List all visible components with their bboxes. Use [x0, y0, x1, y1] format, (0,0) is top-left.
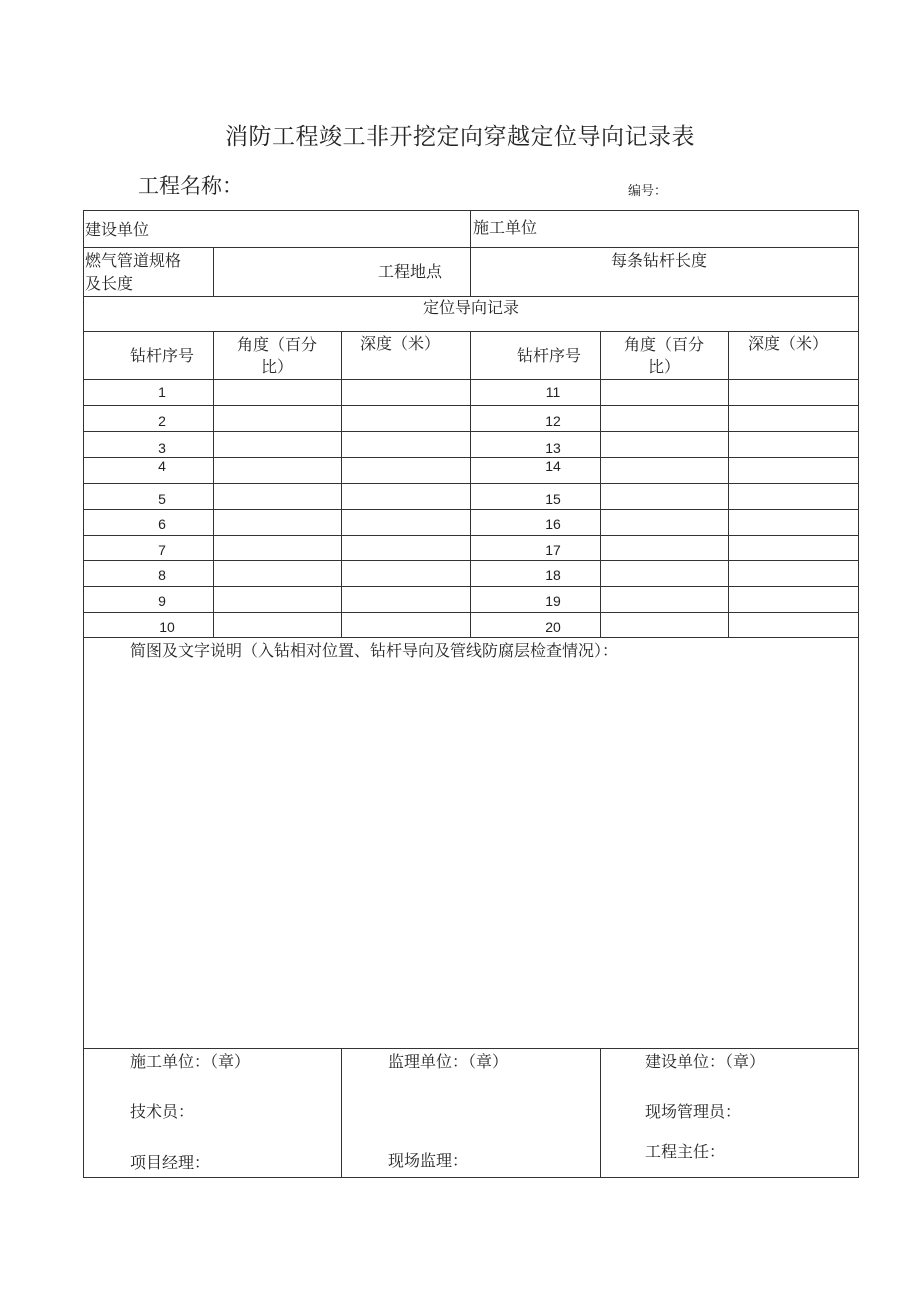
- project-name-label: 工程名称：: [138, 174, 243, 198]
- row-number-left: 10: [159, 619, 175, 635]
- row-number-right: 20: [545, 619, 561, 635]
- col-rod-no-right: 钻杆序号: [517, 346, 582, 365]
- row-number-left: 3: [158, 440, 166, 456]
- col-angle-right-line1: 角度（百分: [623, 335, 704, 354]
- project-manager-label: 项目经理：: [130, 1153, 211, 1172]
- row-number-right: 18: [545, 567, 561, 583]
- row-number-right: 12: [545, 413, 561, 429]
- builder-unit-label: 施工单位: [473, 218, 538, 237]
- row-number-left: 2: [158, 413, 166, 429]
- site-manager-label: 现场管理员：: [645, 1102, 742, 1121]
- supervisor-signature-label: 监理单位：（章）: [388, 1052, 509, 1071]
- col-angle-left-line2: 比）: [260, 357, 293, 376]
- site-supervisor-label: 现场监理：: [388, 1151, 469, 1170]
- section-title: 定位导向记录: [422, 298, 519, 317]
- construction-unit-label: 建设单位: [85, 220, 150, 239]
- col-angle-left-line1: 角度（百分: [236, 335, 317, 354]
- row-number-right: 15: [545, 491, 561, 507]
- page-title: 消防工程竣工非开挖定向穿越定位导向记录表: [225, 124, 695, 150]
- location-label: 工程地点: [378, 262, 443, 281]
- builder-signature-label: 施工单位：（章）: [130, 1052, 251, 1071]
- row-number-left: 1: [158, 384, 166, 400]
- sketch-description-label: 简图及文字说明（入钻相对位置、钻杆导向及管线防腐层检查情况）：: [130, 641, 619, 660]
- pipe-spec-label-line2: 及长度: [85, 274, 134, 293]
- chief-engineer-label: 工程主任：: [645, 1142, 726, 1161]
- row-number-left: 7: [158, 542, 166, 558]
- row-number-right: 14: [545, 458, 561, 474]
- row-number-right: 19: [545, 593, 561, 609]
- col-angle-right-line2: 比）: [647, 357, 680, 376]
- col-depth-left: 深度（米）: [360, 334, 441, 353]
- serial-number-label: 编号：: [628, 184, 668, 199]
- pipe-spec-label-line1: 燃气管道规格: [85, 251, 182, 270]
- rod-length-label: 每条钻杆长度: [611, 251, 708, 270]
- row-number-left: 4: [158, 458, 166, 474]
- row-number-left: 9: [158, 593, 166, 609]
- row-number-left: 8: [158, 567, 166, 583]
- col-depth-right: 深度（米）: [748, 334, 829, 353]
- row-number-right: 13: [545, 440, 561, 456]
- row-number-right: 16: [545, 516, 561, 532]
- owner-signature-label: 建设单位：（章）: [645, 1052, 766, 1071]
- row-number-left: 5: [158, 491, 166, 507]
- row-number-right: 11: [545, 384, 561, 400]
- row-number-right: 17: [545, 542, 561, 558]
- col-rod-no-left: 钻杆序号: [130, 346, 195, 365]
- row-number-left: 6: [158, 516, 166, 532]
- technician-label: 技术员：: [130, 1102, 195, 1121]
